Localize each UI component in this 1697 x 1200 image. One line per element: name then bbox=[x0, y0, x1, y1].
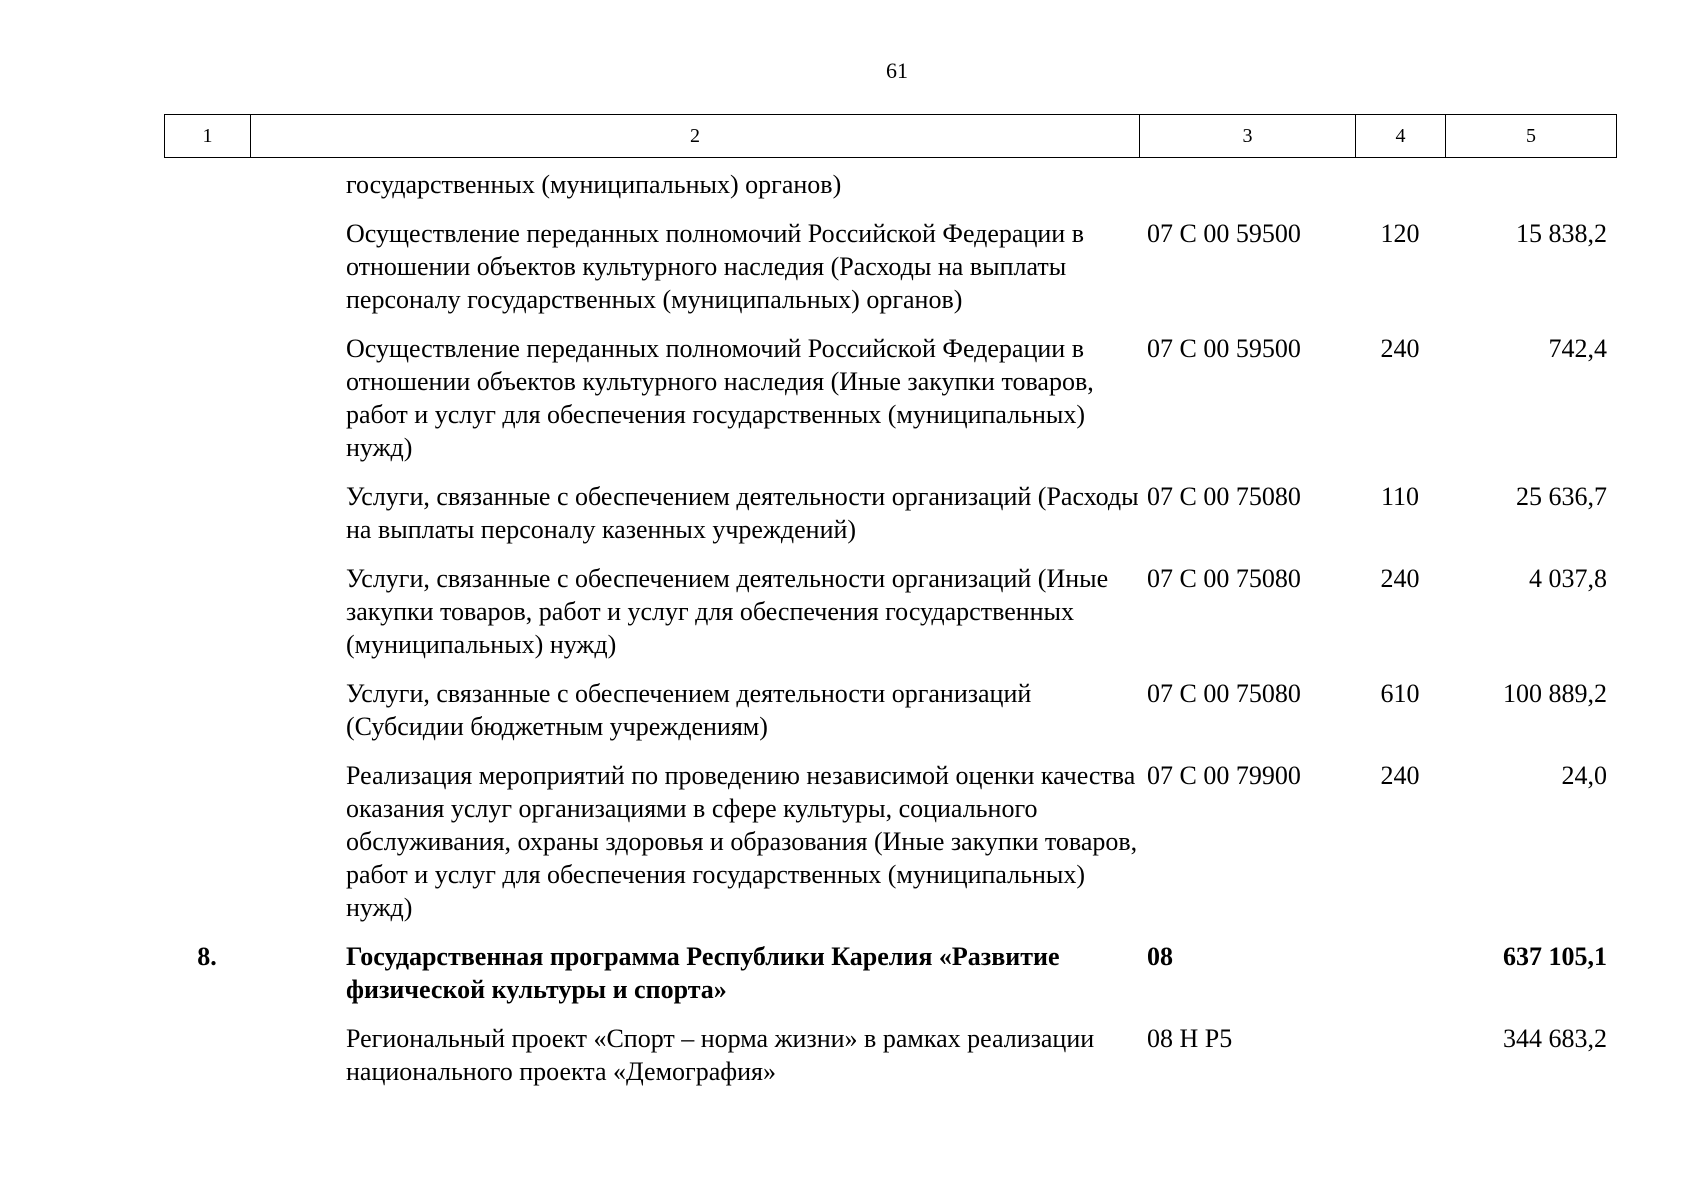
row-description: Осуществление переданных полномочий Российской Федерации в отношении объектов культурного наследия (Иные закупки товаров, работ и услуг для обеспечения государственных (муниципальных) нужд) bbox=[346, 334, 1094, 462]
row-number bbox=[164, 562, 250, 661]
row-amount: 25 636,7 bbox=[1516, 482, 1607, 511]
row-expense-type bbox=[1355, 940, 1445, 1006]
table-row bbox=[164, 759, 1616, 924]
row-expense-type: 110 bbox=[1380, 482, 1420, 511]
table-row bbox=[164, 332, 1616, 464]
table-row bbox=[164, 1022, 1616, 1088]
table-row bbox=[164, 562, 1616, 661]
row-description: Услуги, связанные с обеспечением деятельности организаций (Иные закупки товаров, работ и услуг для обеспечения государственных (муниципальных) нужд) bbox=[346, 564, 1109, 659]
row-number bbox=[164, 332, 250, 464]
table-row bbox=[164, 677, 1616, 743]
row-number bbox=[164, 217, 250, 316]
table-row-program bbox=[164, 940, 1616, 1006]
row-description: Услуги, связанные с обеспечением деятельности организаций (Субсидии бюджетным учреждениям) bbox=[346, 679, 1032, 741]
row-target-code: 08 Н Р5 bbox=[1147, 1024, 1233, 1053]
row-number bbox=[164, 168, 250, 201]
row-number: 8. bbox=[197, 942, 217, 971]
row-expense-type bbox=[1355, 168, 1445, 201]
row-number bbox=[164, 1022, 250, 1088]
table-header bbox=[164, 114, 1617, 158]
row-target-code: 07 С 00 75080 bbox=[1147, 679, 1301, 708]
row-number bbox=[164, 759, 250, 924]
row-description: государственных (муниципальных) органов) bbox=[346, 170, 842, 199]
row-target-code: 07 С 00 79900 bbox=[1147, 761, 1301, 790]
row-number bbox=[164, 677, 250, 743]
row-target-code bbox=[1139, 168, 1355, 201]
row-description: Государственная программа Республики Карелия «Развитие физической культуры и спорта» bbox=[346, 942, 1060, 1004]
row-target-code: 07 С 00 75080 bbox=[1147, 482, 1301, 511]
page-number: 61 bbox=[886, 58, 908, 83]
row-amount: 4 037,8 bbox=[1529, 564, 1607, 593]
row-target-code: 07 С 00 59500 bbox=[1147, 334, 1301, 363]
header-col-3: 3 bbox=[1140, 115, 1356, 158]
row-expense-type bbox=[1355, 1022, 1445, 1088]
row-target-code: 07 С 00 59500 bbox=[1147, 219, 1301, 248]
row-number bbox=[164, 480, 250, 546]
row-amount: 637 105,1 bbox=[1503, 942, 1607, 971]
row-description: Реализация мероприятий по проведению независимой оценки качества оказания услуг организациями в сфере культуры, социального обслуживания, охраны здоровья и образования (Иные закупки товаров, работ и услуг для обеспечения государственных (муниципальных) нужд) bbox=[346, 761, 1138, 922]
header-col-1: 1 bbox=[165, 115, 251, 158]
row-amount: 15 838,2 bbox=[1516, 219, 1607, 248]
table-row bbox=[164, 168, 1616, 201]
header-col-4: 4 bbox=[1356, 115, 1446, 158]
header-col-2: 2 bbox=[251, 115, 1140, 158]
row-description: Региональный проект «Спорт – норма жизни» в рамках реализации национального проекта «Демография» bbox=[346, 1024, 1095, 1086]
header-col-5: 5 bbox=[1446, 115, 1617, 158]
table-body bbox=[164, 158, 1616, 1088]
row-amount: 742,4 bbox=[1548, 334, 1607, 363]
row-target-code: 07 С 00 75080 bbox=[1147, 564, 1301, 593]
row-description: Осуществление переданных полномочий Российской Федерации в отношении объектов культурного наследия (Расходы на выплаты персоналу государственных (муниципальных) органов) bbox=[346, 219, 1084, 314]
row-amount bbox=[1445, 168, 1616, 201]
row-amount: 100 889,2 bbox=[1503, 679, 1607, 708]
row-expense-type: 240 bbox=[1380, 761, 1420, 790]
row-expense-type: 120 bbox=[1380, 219, 1420, 248]
table-row bbox=[164, 217, 1616, 316]
table-row bbox=[164, 480, 1616, 546]
row-target-code: 08 bbox=[1147, 942, 1173, 971]
row-expense-type: 240 bbox=[1380, 334, 1420, 363]
row-amount: 24,0 bbox=[1561, 761, 1607, 790]
row-description: Услуги, связанные с обеспечением деятельности организаций (Расходы на выплаты персоналу казенных учреждений) bbox=[346, 482, 1139, 544]
row-amount: 344 683,2 bbox=[1503, 1024, 1607, 1053]
row-expense-type: 240 bbox=[1380, 564, 1420, 593]
row-expense-type: 610 bbox=[1380, 679, 1420, 708]
